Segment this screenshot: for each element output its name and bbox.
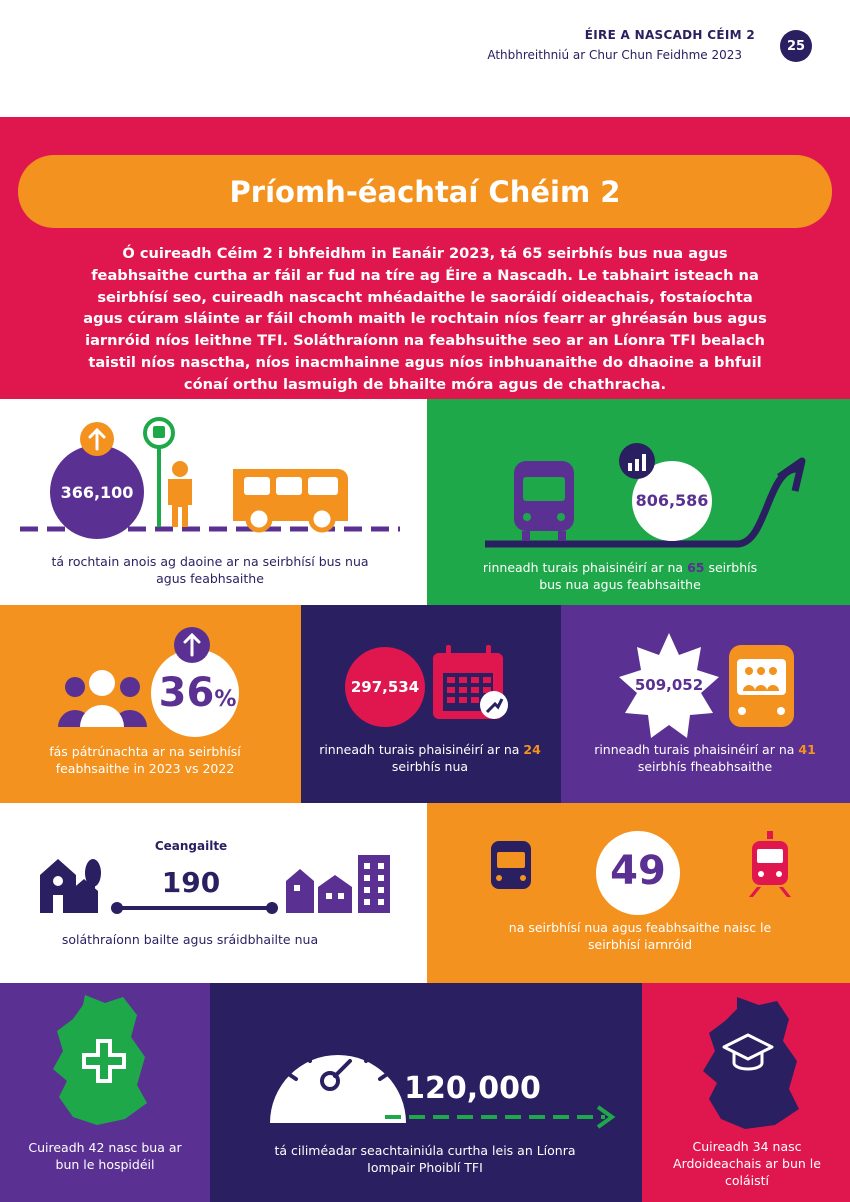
people-group-icon xyxy=(58,670,147,727)
connected-value: 190 xyxy=(161,866,221,899)
intro-text: Ó cuireadh Céim 2 i bhfeidhm in Eanáir 2023, tá 65 seirbhís bus nua agus feabhsaithe curtha ar fáil ar fud na tíre ag Éire a Nascadh. Le tabhairt isteach na seirbhísí seo, cuireadh nascacht mhéadaithe le saoráidí oideachais, fostaíochta agus cúram sláinte ar fáil chomh maith le rochtain níos fearr ar ghréasán bus agus iarnróid níos leithne TFI. Soláthraíonn na feabhsuithe seo ar an Líonra TFI bealach taistil níos nasctha, níos inacmhainne agus níos inbhuanaithe do dhaoine a bhfuil cónaí orthu lasmuigh de bhailte móra agus de chathracha. xyxy=(83,245,767,393)
rail-caption: na seirbhísí nua agus feabhsaithe naisc le seirbhísí iarnróid xyxy=(508,920,772,952)
access-caption: tá rochtain anois ag daoine ar na seirbhísí bus nua agus feabhsaithe xyxy=(51,554,369,586)
improved-caption: rinneadh turais phaisinéirí ar na 41 seirbhís fheabhsaithe xyxy=(594,742,816,774)
town-icon xyxy=(286,855,390,913)
section-title: Príomh-éachtaí Chéim 2 xyxy=(18,155,832,228)
ireland-map-icon xyxy=(53,995,147,1125)
bus-passengers-icon xyxy=(729,645,794,727)
growth-value: 36% xyxy=(158,670,237,716)
km-caption: tá ciliméadar seachtainiúla curtha leis an Líonra Iompair Phoiblí TFI xyxy=(274,1143,576,1175)
person-icon xyxy=(172,461,188,477)
bus-front-icon xyxy=(491,841,531,889)
connected-label: Ceangailte xyxy=(154,839,228,853)
colleges-caption: Cuireadh 34 nasc Ardoideachais ar bun le coláistí xyxy=(673,1139,821,1188)
document-subtitle: Athbhreithniú ar Chur Chun Feidhme 2023 xyxy=(487,48,742,62)
new-services-caption: rinneadh turais phaisinéirí ar na 24 seirbhís nua xyxy=(319,742,541,774)
train-icon xyxy=(749,831,791,897)
connected-caption: soláthraíonn bailte agus sráidbhailte nua xyxy=(61,932,319,947)
km-value: 120,000 xyxy=(404,1071,541,1106)
hospitals-caption: Cuireadh 42 nasc bua ar bun le hospidéil xyxy=(28,1140,182,1172)
speedometer-icon xyxy=(270,1055,406,1123)
improved-value: 509,052 xyxy=(634,676,704,694)
new-services-value: 297,534 xyxy=(350,678,420,696)
rail-value: 49 xyxy=(610,848,666,894)
journeys-caption: rinneadh turais phaisinéirí ar na 65 seirbhís bus nua agus feabhsaithe xyxy=(482,560,758,592)
access-value: 366,100 xyxy=(60,483,134,502)
document-title: ÉIRE A NASCADH CÉIM 2 xyxy=(584,28,755,42)
ireland-map-icon xyxy=(703,997,799,1129)
village-icon xyxy=(40,859,101,913)
journeys-value: 806,586 xyxy=(635,491,709,510)
growth-caption: fás pátrúnachta ar na seirbhísí feabhsaithe in 2023 vs 2022 xyxy=(49,744,241,776)
page-number: 25 xyxy=(780,30,812,62)
